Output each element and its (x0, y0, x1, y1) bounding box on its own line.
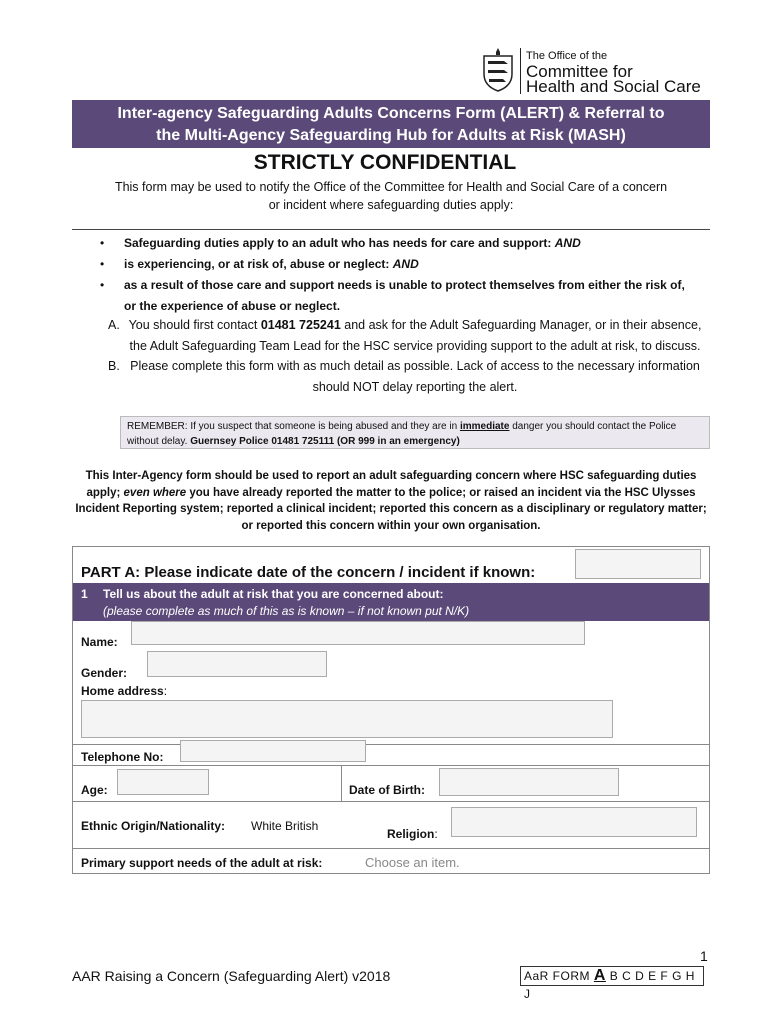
age-label: Age: (81, 783, 108, 797)
name-label: Name: (81, 635, 118, 649)
address-label: Home address: (81, 684, 168, 698)
religion-field[interactable] (451, 807, 697, 837)
address-field[interactable] (81, 700, 613, 738)
instructions-list (102, 315, 702, 397)
incident-date-field[interactable] (575, 549, 701, 579)
support-needs-label: Primary support needs of the adult at risk: (81, 856, 323, 870)
criteria-item: • is experiencing, or at risk of, abuse or neglect: AND (100, 254, 700, 275)
logo-line-2: Committee for (526, 62, 633, 81)
intro-line-1: This form may be used to notify the Office of the Committee for Health and Social Care of a concern (114, 180, 668, 194)
name-field[interactable] (131, 621, 585, 645)
ethnic-origin-label: Ethnic Origin/Nationality: (81, 819, 226, 833)
telephone-field[interactable] (180, 740, 366, 762)
gender-label: Gender: (81, 666, 128, 680)
committee-logo (480, 42, 710, 98)
instruction-item: A. You should first contact 01481 725241 and ask for the Adult Safeguarding Manager, or in their absence, the Adult Safeguarding Team Lead for the HSC service providing support to the adult at risk, to discuss. (108, 318, 702, 353)
page-number: 1 (700, 948, 708, 964)
footer-document-title: AAR Raising a Concern (Safeguarding Alert) v2018 (72, 968, 391, 984)
logo-line-3: Health and Social Care (526, 77, 701, 96)
logo-line-1: The Office of the (526, 50, 608, 62)
guernsey-crest-icon (480, 46, 516, 92)
remember-notice: REMEMBER: If you suspect that someone is being abused and they are in immediate danger you should contact the Police without delay. Guernsey Police 01481 725111 (OR 999 in an emergency) (120, 416, 710, 449)
religion-label: Religion: (387, 827, 438, 841)
criteria-item: • Safeguarding duties apply to an adult who has needs for care and support: AND (100, 233, 700, 254)
ethnic-origin-value[interactable]: White British (251, 819, 319, 833)
age-field[interactable] (117, 769, 209, 795)
instruction-item: B. Please complete this form with as much detail as possible. Lack of access to the necessary information should NOT delay reporting the alert. (108, 359, 700, 394)
dob-field[interactable] (439, 768, 619, 796)
criteria-list (100, 233, 700, 317)
row-divider (73, 801, 709, 802)
part-a-heading: PART A: Please indicate date of the concern / incident if known: (81, 564, 536, 581)
confidential-heading: STRICTLY CONFIDENTIAL (253, 151, 517, 174)
intro-text (72, 178, 710, 214)
gender-field[interactable] (147, 651, 327, 677)
part-a-form (72, 546, 710, 874)
section-1-header: 1 Tell us about the adult at risk that you are concerned about: (please complete as much of this as is known – if not known put N/K) (73, 583, 709, 621)
criteria-item: • as a result of those care and support needs is unable to protect themselves from either the risk of, or the experience of abuse or neglect. (100, 275, 700, 317)
intro-line-2: or incident where safeguarding duties apply: (268, 198, 514, 212)
usage-paragraph: This Inter-Agency form should be used to report an adult safeguarding concern where HSC safeguarding duties apply; even where you have already reported the matter to the police; or raised an incident via the HSC Ulysses Incident Reporting system; reported a clinical incident; reported this concern as a disciplinary or regulatory matter; or reported this concern within your own organisation. (75, 470, 707, 532)
dob-label: Date of Birth: (349, 783, 425, 797)
logo-divider (520, 48, 521, 94)
row-divider (73, 744, 709, 745)
banner-line-2: the Multi-Agency Safeguarding Hub for Adults at Risk (MASH) (156, 127, 626, 144)
form-title-banner (72, 100, 710, 148)
banner-line-1: Inter-agency Safeguarding Adults Concerns Form (ALERT) & Referral to (117, 105, 665, 122)
row-divider (73, 848, 709, 849)
support-needs-dropdown[interactable]: Choose an item. (365, 855, 460, 870)
section-divider (72, 229, 710, 230)
telephone-label: Telephone No: (81, 750, 164, 764)
form-series-label: AaR FORM A B C D E F G H J (520, 966, 704, 986)
row-divider (73, 765, 709, 766)
column-divider (341, 765, 342, 801)
